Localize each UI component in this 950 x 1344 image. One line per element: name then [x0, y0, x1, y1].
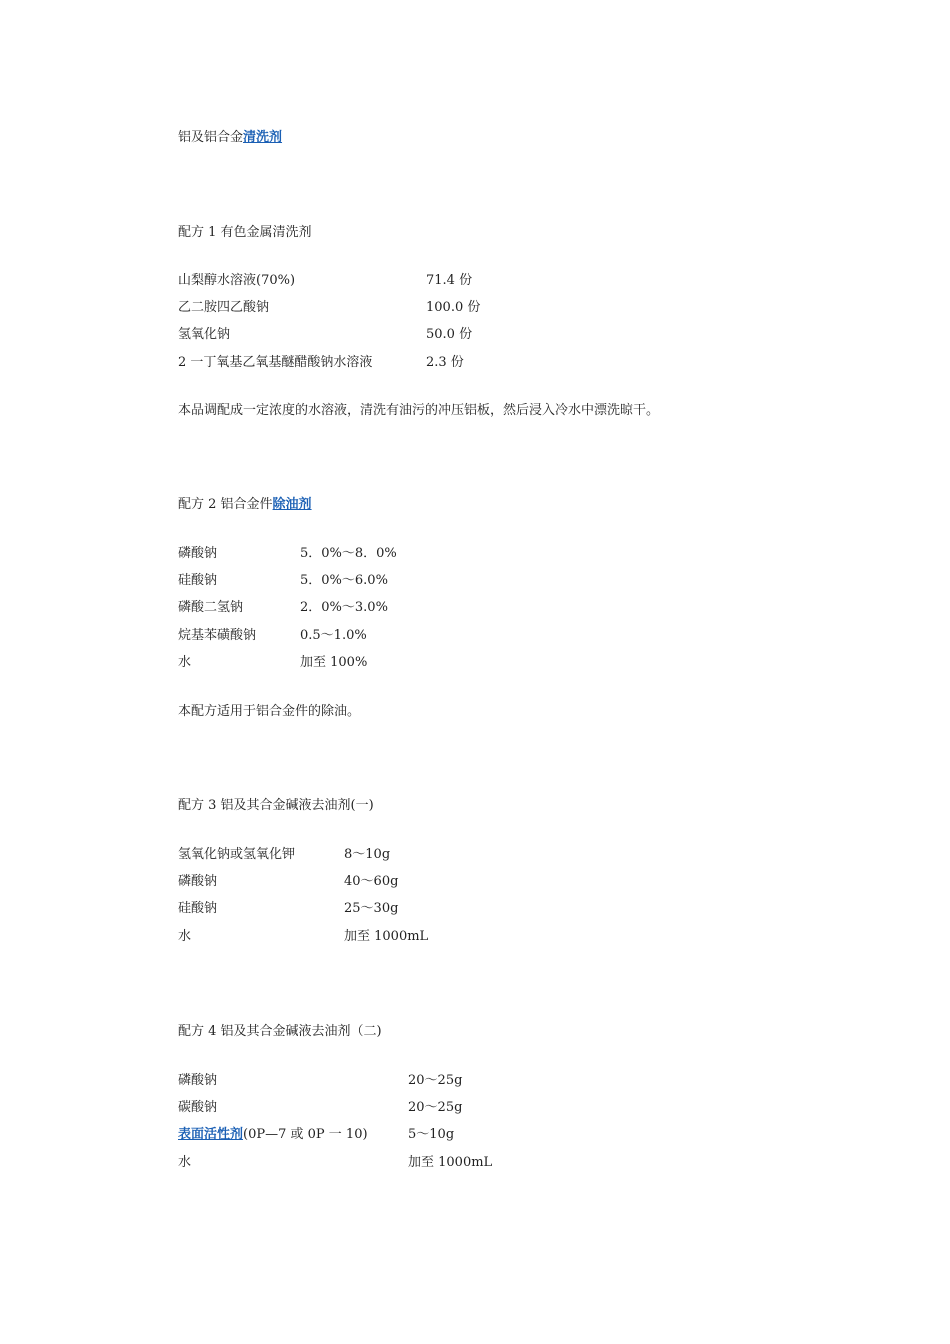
formula-4-name-2: 碳酸钠	[178, 1100, 218, 1115]
formula-2-amount-4: 0.5～1.0%	[300, 628, 367, 643]
formula-2-heading-text: 配方 2 铝合金件	[178, 497, 273, 512]
formula-2-note: 本配方适用于铝合金件的除油。	[178, 704, 361, 719]
formula-1-amount-4: 2.3 份	[426, 355, 464, 370]
formula-3-amount-4: 加至 1000mL	[344, 929, 429, 944]
formula-1-amount-3: 50.0 份	[426, 327, 473, 342]
formula-1-amount-1: 71.4 份	[426, 273, 473, 288]
cleaner-link[interactable]: 清洗剂	[243, 130, 283, 145]
formula-2-amount-2: 5．0%～6.0%	[300, 573, 388, 588]
formula-2-amount-1: 5．0%～8．0%	[300, 546, 397, 561]
formula-2-heading	[178, 497, 312, 513]
formula-4-name-1: 磷酸钠	[178, 1073, 218, 1088]
formula-1-amount-2: 100.0 份	[426, 300, 481, 315]
formula-3-name-2: 磷酸钠	[178, 874, 218, 889]
formula-3-name-3: 硅酸钠	[178, 901, 218, 916]
formula-3-amount-1: 8～10g	[344, 847, 391, 862]
formula-4-amount-3: 5～10g	[408, 1127, 455, 1142]
formula-1-note: 本品调配成一定浓度的水溶液，清洗有油污的冲压铝板，然后浸入冷水中漂洗晾干。	[178, 403, 660, 418]
title-text: 铝及铝合金	[178, 130, 244, 145]
formula-2-name-4: 烷基苯磺酸钠	[178, 628, 257, 643]
formula-3-amount-3: 25～30g	[344, 901, 399, 916]
surfactant-link[interactable]: 表面活性剂	[178, 1127, 244, 1142]
surfactant-suffix: (0P—7 或 0P 一 10)	[243, 1127, 368, 1142]
formula-2-name-5: 水	[178, 655, 192, 670]
formula-1-name-3: 氢氧化钠	[178, 327, 231, 342]
formula-4-amount-4: 加至 1000mL	[408, 1155, 493, 1170]
formula-3-heading: 配方 3 铝及其合金碱液去油剂(一)	[178, 798, 374, 813]
formula-4-heading: 配方 4 铝及其合金碱液去油剂（二)	[178, 1024, 382, 1039]
formula-3-amount-2: 40～60g	[344, 874, 399, 889]
formula-4-name-3	[178, 1127, 368, 1143]
formula-2-name-3: 磷酸二氢钠	[178, 600, 244, 615]
formula-4-name-4: 水	[178, 1155, 192, 1170]
formula-4-amount-1: 20～25g	[408, 1073, 463, 1088]
formula-3-name-4: 水	[178, 929, 192, 944]
formula-4-amount-2: 20～25g	[408, 1100, 463, 1115]
formula-2-amount-5: 加至 100%	[300, 655, 368, 670]
formula-3-name-1: 氢氧化钠或氢氧化钾	[178, 847, 296, 862]
formula-1-name-1: 山梨醇水溶液(70%)	[178, 273, 296, 288]
formula-1-heading: 配方 1 有色金属清洗剂	[178, 225, 312, 240]
formula-1-name-4: 2 一丁氧基乙氧基醚醋酸钠水溶液	[178, 355, 373, 370]
page-title	[178, 130, 282, 146]
formula-1-name-2: 乙二胺四乙酸钠	[178, 300, 270, 315]
formula-2-amount-3: 2．0%～3.0%	[300, 600, 388, 615]
formula-2-name-2: 硅酸钠	[178, 573, 218, 588]
degreaser-link[interactable]: 除油剂	[272, 497, 312, 512]
formula-2-name-1: 磷酸钠	[178, 546, 218, 561]
